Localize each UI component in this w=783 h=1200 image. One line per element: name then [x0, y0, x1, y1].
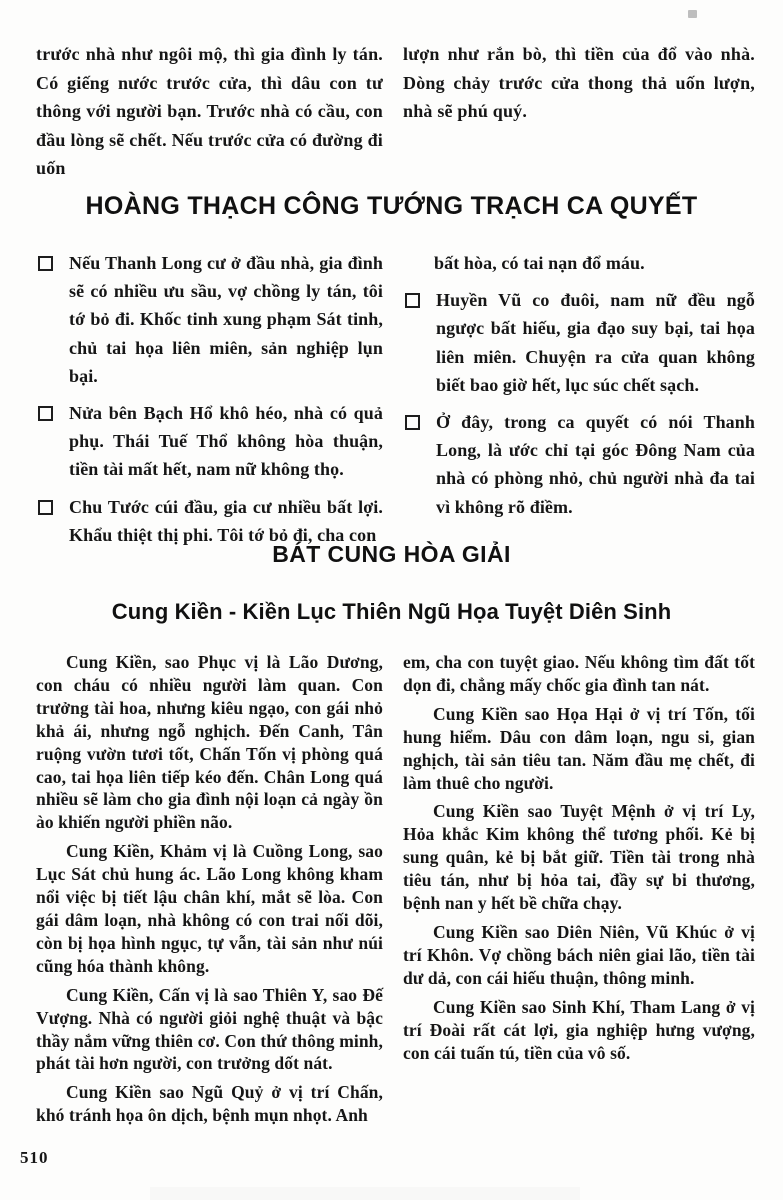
section1-left-list [36, 249, 383, 558]
list-item-text: Chu Tước cúi đầu, gia cư nhiều bất lợi. Khẩu thiệt thị phi. Tôi tớ bỏ đi, cha con [69, 496, 383, 545]
checkbox-icon [38, 500, 53, 515]
list-continuation-text: bất hòa, có tai nạn đổ máu. [434, 253, 645, 273]
list-item-text: Nếu Thanh Long cư ở đầu nhà, gia đình sẽ có nhiều ưu sầu, vợ chồng ly tán, tôi tớ bỏ đi. Khốc tinh xung phạm Sát tinh, chủ tai họa liên miên, sản nghiệp lụn bại. [69, 253, 383, 386]
checkbox-icon [38, 256, 53, 271]
scan-artifact-bottom [150, 1187, 580, 1200]
body-paragraph: Cung Kiền sao Ngũ Quỷ ở vị trí Chấn, khó tránh họa ôn dịch, bệnh mụn nhọt. Anh [36, 1082, 383, 1126]
section2-left-column [36, 651, 383, 1133]
list-item [36, 399, 383, 484]
body-paragraph: em, cha con tuyệt giao. Nếu không tìm đất tốt dọn đi, chẳng mấy chốc gia đình tan nát. [403, 652, 755, 695]
list-item-text: Huyền Vũ co đuôi, nam nữ đều ngỗ ngược bất hiếu, gia đạo suy bại, tai họa liên miên. Chuyện ra cửa quan không biết bao giờ hết, lục súc chết sạch. [436, 290, 755, 395]
section1-right-list [403, 249, 755, 530]
list-item-text: Ở đây, trong ca quyết có nói Thanh Long, là ước chỉ tại góc Đông Nam của nhà có phòng nhỏ, chủ người nhà đa tai vì không rõ điềm. [436, 412, 755, 517]
body-paragraph: Cung Kiền, Khảm vị là Cuồng Long, sao Lục Sát chủ hung ác. Lão Long không kham nổi việc bị tiết lậu chân khí, mắt sẽ lòa. Con gái dâm loạn, nhà không có con trai nối dõi, còn bị họa hình ngục, tự vẫn, tài sản như núi cũng hóa thành không. [36, 841, 383, 976]
section1-title: HOÀNG THẠCH CÔNG TƯỚNG TRẠCH CA QUYẾT [85, 192, 698, 220]
body-paragraph: Cung Kiền sao Diên Niên, Vũ Khúc ở vị trí Khôn. Vợ chồng bách niên giai lão, tiền tài dư dả, con cái hiếu thuận, thông minh. [403, 921, 755, 988]
list-item [403, 286, 755, 399]
intro-paragraph-left: trước nhà như ngôi mộ, thì gia đình ly tán. Có giếng nước trước cửa, thì dâu con tư thông với người bạn. Trước nhà có cầu, con đầu lòng sẽ chết. Nếu trước cửa có đường đi uốn [36, 44, 383, 178]
body-paragraph: Cung Kiền, sao Phục vị là Lão Dương, con cháu có nhiều người làm quan. Con trưởng tài hoa, nhưng kiêu ngạo, con gái nhỏ khả ái, nhưng ngỗ nghịch. Đến Canh, Tân ruộng vườn tươi tốt, Chấn Tốn vị phòng quá cao, tai họa liên tiếp kéo đến. Chân Long quá nhiều sẽ làm cho gia đình nội loạn cả ngày ồn ào khiến người phiền não. [36, 652, 383, 833]
body-paragraph: Cung Kiền sao Sinh Khí, Tham Lang ở vị trí Đoài rất cát lợi, gia nghiệp hưng vượng, con cái tuấn tú, tiền của vô số. [403, 996, 755, 1063]
intro-paragraph-right: lượn như rắn bò, thì tiền của đổ vào nhà. Dòng chảy trước cửa thong thả uốn lượn, nhà sẽ phú quý. [403, 44, 755, 121]
body-paragraph: Cung Kiền sao Tuyệt Mệnh ở vị trí Ly, Hỏa khắc Kim không thể tương phối. Kẻ bị sung quân, kẻ bị bắt giữ. Tiền tài trong nhà tiêu tán, như bị hỏa tai, đầy sự bi thương, bệnh nan y hết bề chữa chạy. [403, 801, 755, 914]
body-paragraph: Cung Kiền, Cấn vị là sao Thiên Y, sao Đế Vượng. Nhà có người giỏi nghệ thuật và bậc thầy nắm vững thiên cơ. Con thứ thông minh, phát tài hơn người, con trưởng dốt nát. [36, 984, 383, 1074]
page-number: 510 [20, 1148, 49, 1167]
list-item [403, 408, 755, 521]
checkbox-icon [405, 293, 420, 308]
list-item [36, 249, 383, 390]
section2-right-column [403, 651, 755, 1070]
scan-artifact-icon [688, 10, 697, 18]
body-paragraph: Cung Kiền sao Họa Hại ở vị trí Tốn, tối hung hiểm. Dâu con dâm loạn, ngu si, gian nghịch, tài sản tiêu tan. Năm đầu mẹ chết, đi làm thuê cho người. [403, 703, 755, 793]
list-item-text: Nửa bên Bạch Hổ khô héo, nhà có quả phụ. Thái Tuế Thổ không hòa thuận, tiền tài mất hết, nam nữ không thọ. [69, 403, 383, 480]
checkbox-icon [405, 415, 420, 430]
checkbox-icon [38, 406, 53, 421]
section2-subtitle: Cung Kiền - Kiền Lục Thiên Ngũ Họa Tuyệt Diên Sinh [111, 599, 672, 624]
section2-title: BÁT CUNG HÒA GIẢI [272, 541, 511, 567]
